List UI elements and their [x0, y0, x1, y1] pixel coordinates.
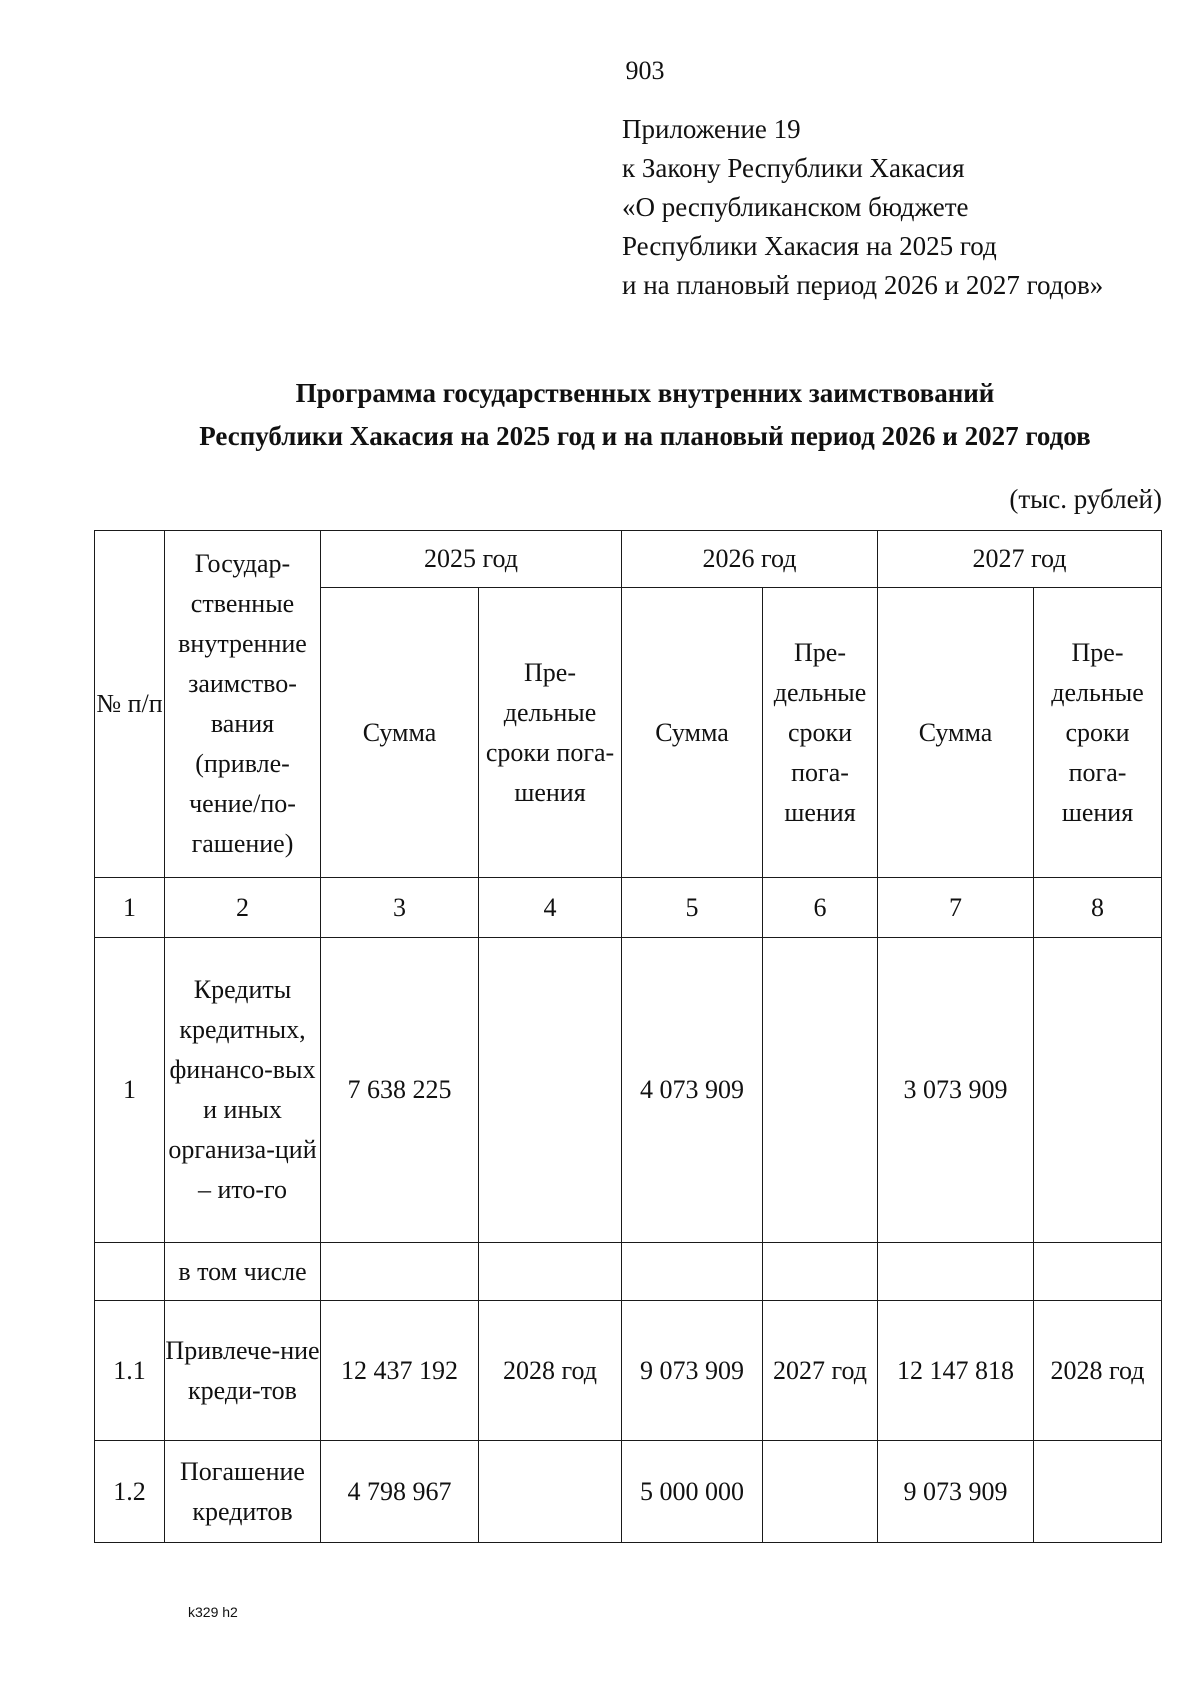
- row-number: [95, 1243, 165, 1301]
- column-number: 8: [1034, 878, 1162, 938]
- column-number: 6: [763, 878, 878, 938]
- term-2025: [479, 938, 622, 1243]
- sum-2025: 12 437 192: [321, 1301, 479, 1441]
- header-borrowing-type: Государ-ственные внутренние заимство-вания (привле-чение/по-гашение): [165, 531, 321, 878]
- units-label: (тыс. рублей): [1009, 484, 1162, 514]
- term-2027: [1034, 938, 1162, 1243]
- term-2027: 2028 год: [1034, 1301, 1162, 1441]
- column-number: 1: [95, 878, 165, 938]
- sum-2026: 5 000 000: [622, 1441, 763, 1543]
- appendix-line: к Закону Республики Хакасия: [622, 153, 965, 183]
- sum-2026: 4 073 909: [622, 938, 763, 1243]
- appendix-line: и на плановый период 2026 и 2027 годов»: [622, 270, 1104, 300]
- term-2026: [763, 1441, 878, 1543]
- sum-2025: [321, 1243, 479, 1301]
- table-row: [95, 1441, 1162, 1543]
- row-number: 1.1: [95, 1301, 165, 1441]
- column-number: 2: [165, 878, 321, 938]
- header-year-2025: 2025 год: [321, 531, 622, 588]
- document-title: [0, 372, 1200, 458]
- header-number: № п/п: [95, 531, 165, 878]
- column-numbers-row: [95, 878, 1162, 938]
- header-year-2027: 2027 год: [878, 531, 1162, 588]
- row-name: в том числе: [165, 1243, 321, 1301]
- sum-2027: 12 147 818: [878, 1301, 1034, 1441]
- header-year-2026: 2026 год: [622, 531, 878, 588]
- sum-2026: 9 073 909: [622, 1301, 763, 1441]
- header-term-2026: Пре-дельные сроки пога-шения: [763, 588, 878, 878]
- appendix-line: Приложение 19: [622, 114, 801, 144]
- table-row: [95, 1243, 1162, 1301]
- column-number: 5: [622, 878, 763, 938]
- header-term-2027: Пре-дельные сроки пога-шения: [1034, 588, 1162, 878]
- table-row: [95, 938, 1162, 1243]
- column-number: 3: [321, 878, 479, 938]
- sum-2026: [622, 1243, 763, 1301]
- title-line: Республики Хакасия на 2025 год и на плановый период 2026 и 2027 годов: [199, 421, 1091, 451]
- term-2025: [479, 1441, 622, 1543]
- sum-2025: 7 638 225: [321, 938, 479, 1243]
- title-line: Программа государственных внутренних заимствований: [295, 378, 995, 408]
- sum-2025: 4 798 967: [321, 1441, 479, 1543]
- sum-2027: 9 073 909: [878, 1441, 1034, 1543]
- header-amount-2025: Сумма: [321, 588, 479, 878]
- footer-code: k329 h2: [188, 1604, 238, 1620]
- term-2027: [1034, 1441, 1162, 1543]
- sum-2027: [878, 1243, 1034, 1301]
- header-row-years: [95, 531, 1162, 588]
- column-number: 7: [878, 878, 1034, 938]
- term-2025: [479, 1243, 622, 1301]
- appendix-reference: [622, 110, 1103, 305]
- column-number: 4: [479, 878, 622, 938]
- page-number: 903: [625, 56, 665, 85]
- term-2026: 2027 год: [763, 1301, 878, 1441]
- header-amount-2027: Сумма: [878, 588, 1034, 878]
- appendix-line: «О республиканском бюджете: [622, 192, 969, 222]
- header-amount-2026: Сумма: [622, 588, 763, 878]
- borrowings-table: [94, 530, 1162, 1543]
- sum-2027: 3 073 909: [878, 938, 1034, 1243]
- row-number: 1: [95, 938, 165, 1243]
- row-name: Кредиты кредитных, финансо-вых и иных организа-ций – ито-го: [165, 938, 321, 1243]
- row-name: Привлече-ние креди-тов: [165, 1301, 321, 1441]
- row-name: Погашение кредитов: [165, 1441, 321, 1543]
- header-term-2025: Пре-дельные сроки пога-шения: [479, 588, 622, 878]
- term-2026: [763, 1243, 878, 1301]
- term-2027: [1034, 1243, 1162, 1301]
- row-number: 1.2: [95, 1441, 165, 1543]
- appendix-line: Республики Хакасия на 2025 год: [622, 231, 997, 261]
- table-row: [95, 1301, 1162, 1441]
- term-2026: [763, 938, 878, 1243]
- term-2025: 2028 год: [479, 1301, 622, 1441]
